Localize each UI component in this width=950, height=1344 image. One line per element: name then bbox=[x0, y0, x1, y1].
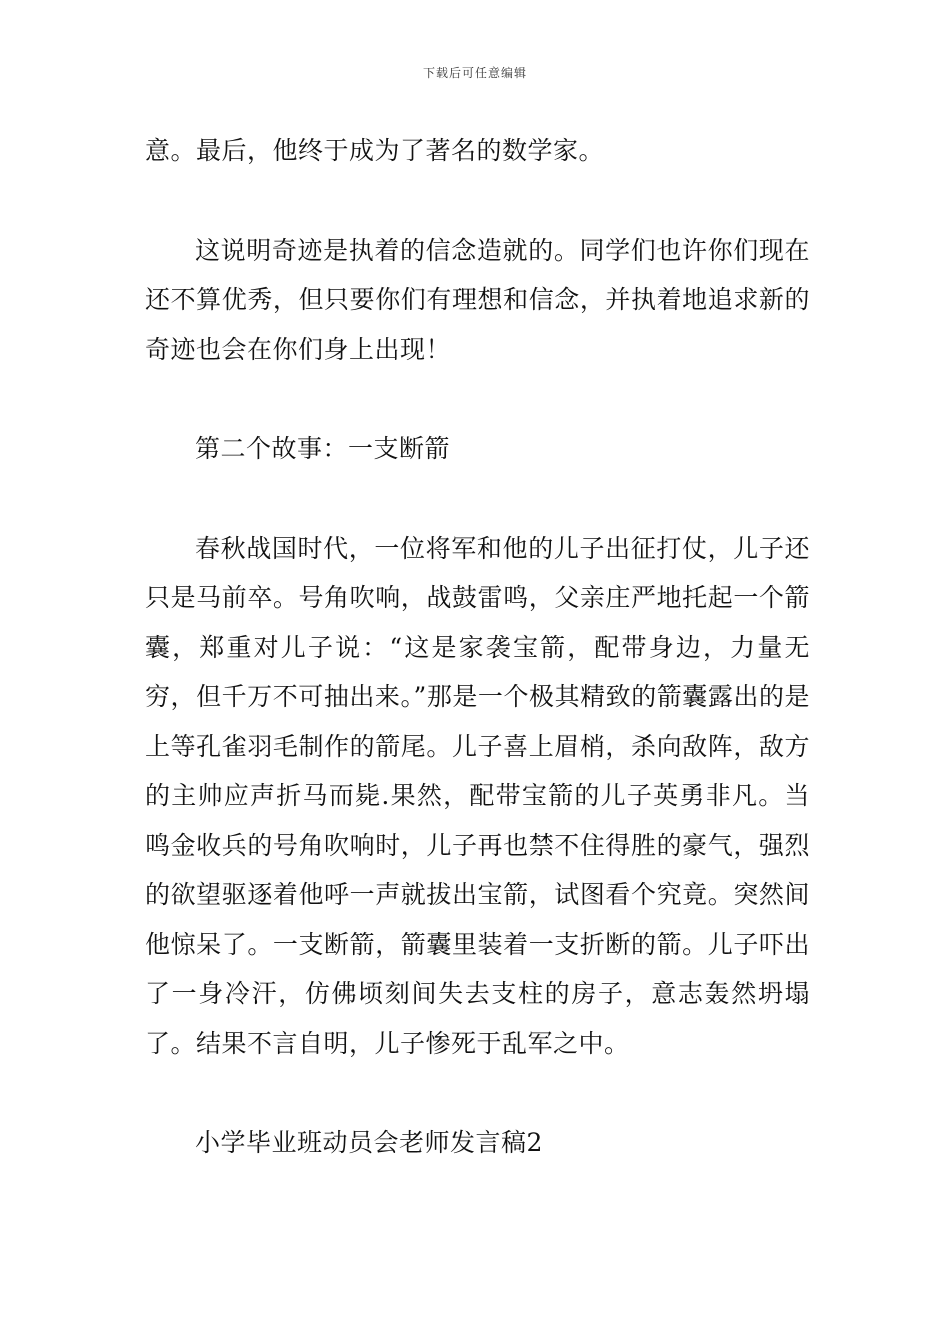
paragraph-continuation: 意。最后，他终于成为了著名的数学家。 bbox=[145, 136, 605, 165]
document-body bbox=[145, 126, 810, 1168]
paragraph-broken-arrow-story: 春秋战国时代，一位将军和他的儿子出征打仗，儿子还只是马前卒。号角吹响，战鼓雷鸣，父亲庄严地托起一个箭囊，郑重对儿子说：“这是家袭宝箭，配带身边，力量无穷，但千万不可抽出来。”那是一个极其精致的箭囊露出的是上等孔雀羽毛制作的箭尾。儿子喜上眉梢，杀向敌阵，敌方的主帅应声折马而毙.果然，配带宝箭的儿子英勇非凡。当鸣金收兵的号角吹响时，儿子再也禁不住得胜的豪气，强烈的欲望驱逐着他呼一声就拔出宝箭，试图看个究竟。突然间他惊呆了。一支断箭，箭囊里装着一支折断的箭。儿子吓出了一身冷汗，仿佛顷刻间失去支柱的房子，意志轰然坍塌了。结果不言自明，儿子惨死于乱军之中。 bbox=[145, 533, 810, 1058]
paragraph-conclusion: 这说明奇迹是执着的信念造就的。同学们也许你们现在还不算优秀，但只要你们有理想和信念，并执着地追求新的奇迹也会在你们身上出现！ bbox=[145, 235, 810, 364]
page-header-note: 下载后可任意编辑 bbox=[422, 66, 527, 80]
section-heading-story-two: 第二个故事：一支断箭 bbox=[195, 434, 451, 463]
section-heading-speech-2: 小学毕业班动员会老师发言稿2 bbox=[195, 1128, 543, 1157]
